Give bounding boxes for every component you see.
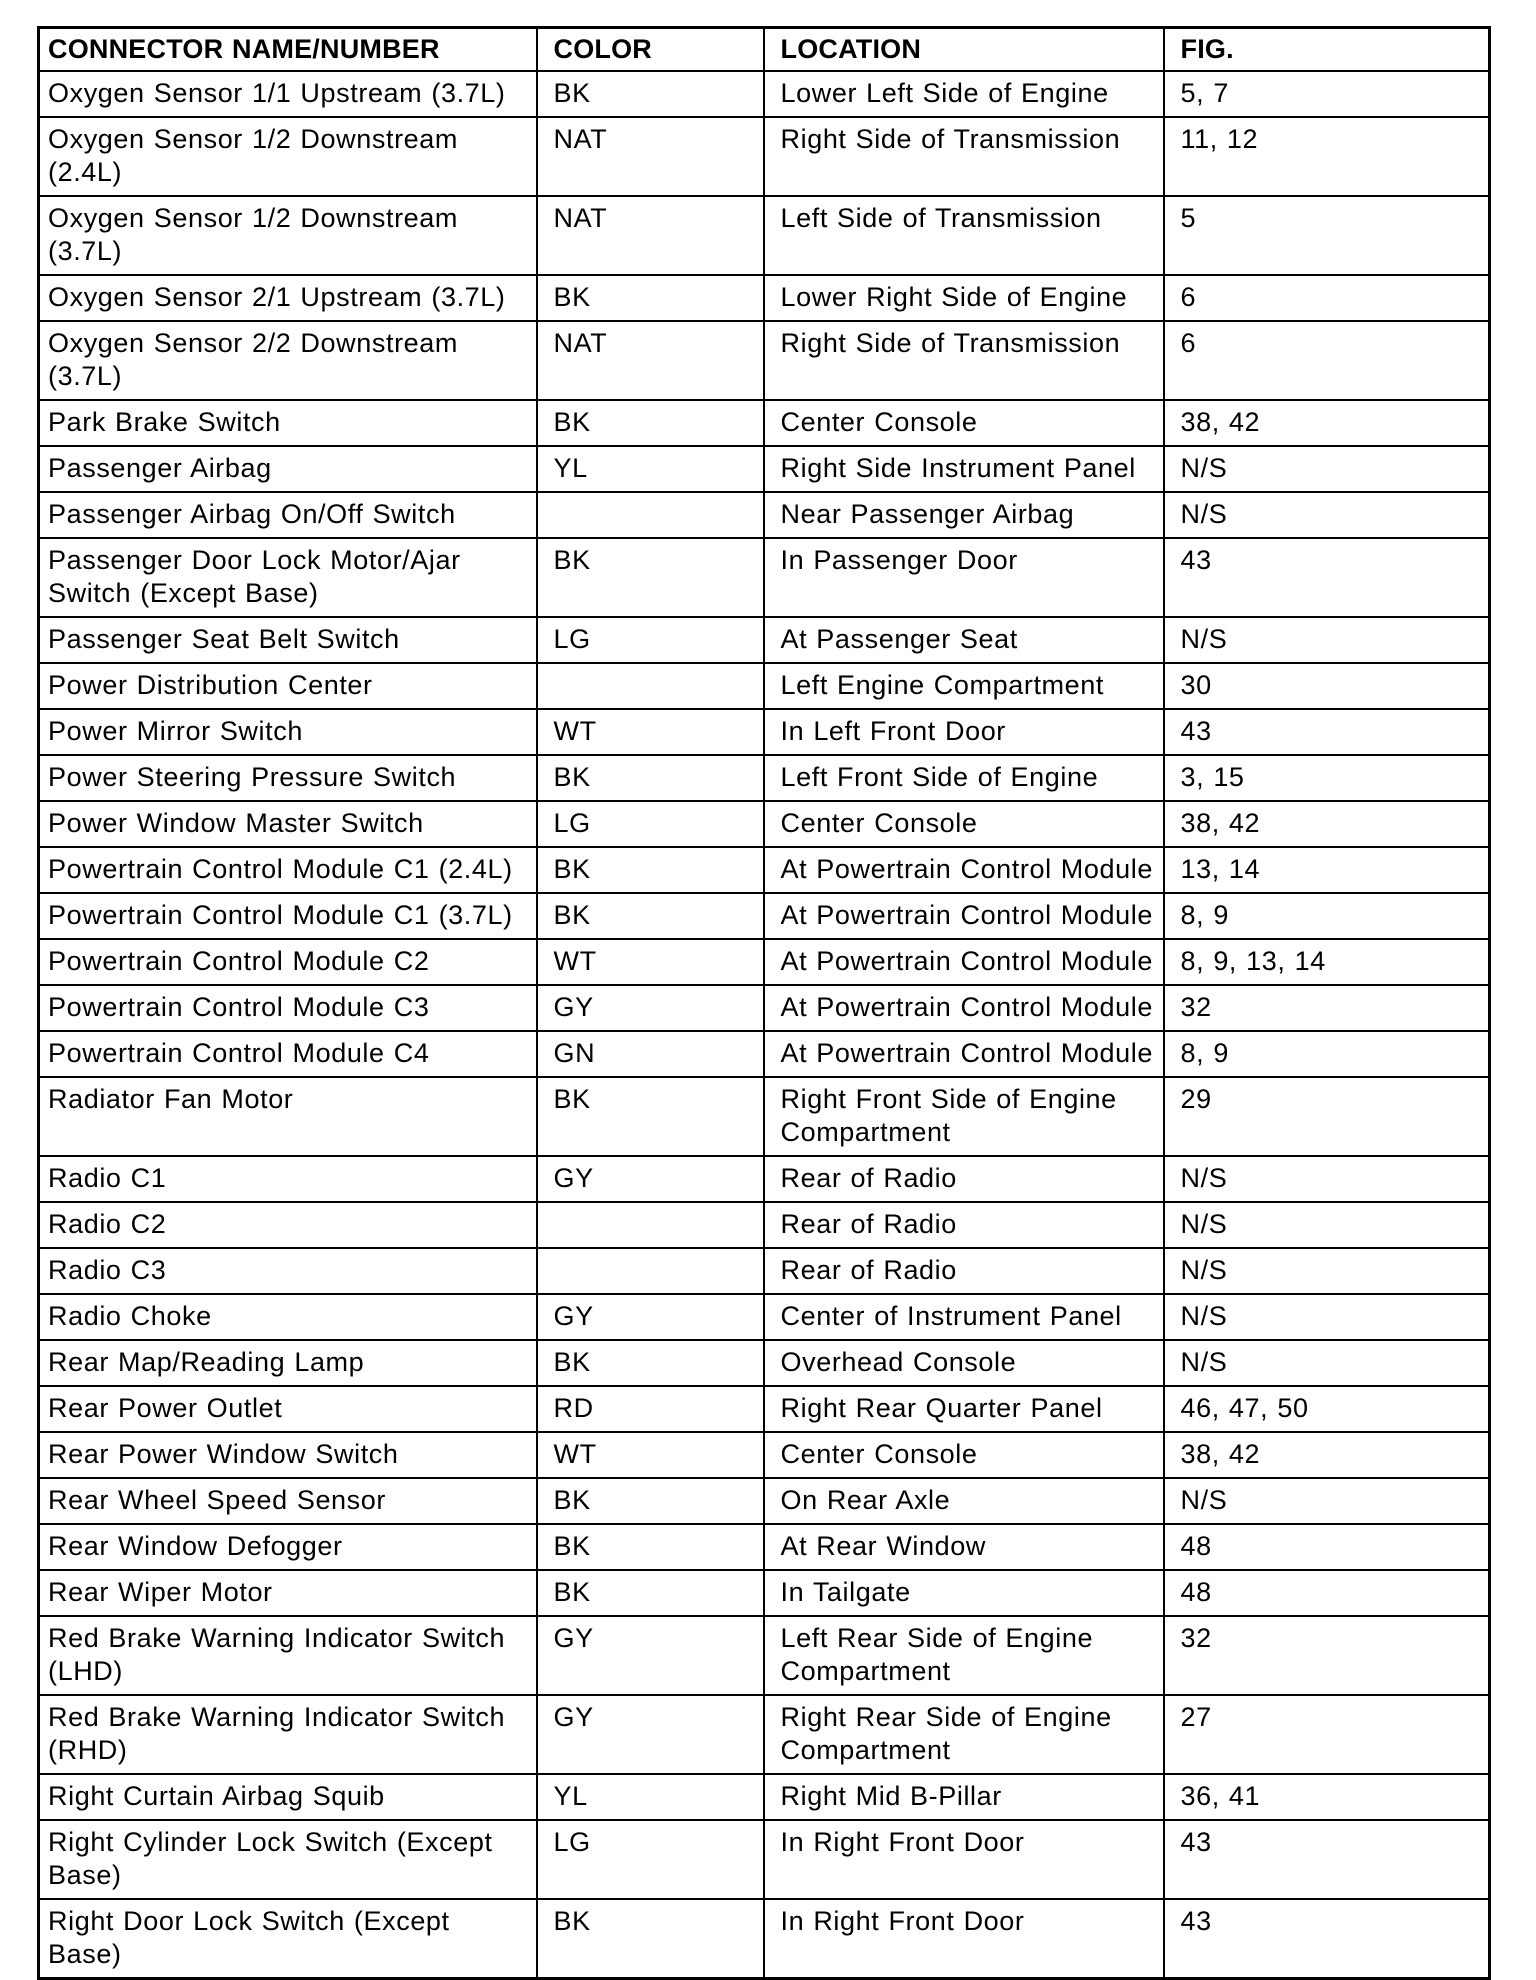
color-cell: BK	[537, 1340, 764, 1386]
table-row	[39, 1899, 1490, 1979]
fig-cell: 8, 9	[1164, 893, 1490, 939]
fig-cell: N/S	[1164, 1248, 1490, 1294]
table-row	[39, 1340, 1490, 1386]
fig-cell: N/S	[1164, 617, 1490, 663]
connector-name-cell: Radio C3	[39, 1248, 537, 1294]
location-cell: In Right Front Door	[764, 1820, 1164, 1899]
location-cell: Center Console	[764, 801, 1164, 847]
location-cell: Lower Left Side of Engine	[764, 71, 1164, 117]
table-row	[39, 321, 1490, 400]
fig-cell: 38, 42	[1164, 801, 1490, 847]
location-cell: Right Rear Quarter Panel	[764, 1386, 1164, 1432]
connector-name-cell: Right Curtain Airbag Squib	[39, 1774, 537, 1820]
connector-name-cell: Park Brake Switch	[39, 400, 537, 446]
table-row	[39, 1616, 1490, 1695]
location-cell: On Rear Axle	[764, 1478, 1164, 1524]
location-cell: Right Rear Side of Engine Compartment	[764, 1695, 1164, 1774]
color-cell	[537, 663, 764, 709]
location-cell: In Passenger Door	[764, 538, 1164, 617]
table-row	[39, 847, 1490, 893]
color-cell: BK	[537, 275, 764, 321]
table-row	[39, 1570, 1490, 1616]
table-header-row	[39, 28, 1490, 72]
fig-cell: N/S	[1164, 1340, 1490, 1386]
color-cell	[537, 1202, 764, 1248]
connector-name-cell: Right Door Lock Switch (Except Base)	[39, 1899, 537, 1979]
fig-cell: 30	[1164, 663, 1490, 709]
color-cell: GY	[537, 1156, 764, 1202]
table-row	[39, 492, 1490, 538]
table-row	[39, 1820, 1490, 1899]
connector-name-cell: Red Brake Warning Indicator Switch (LHD)	[39, 1616, 537, 1695]
table-row	[39, 1695, 1490, 1774]
connector-name-cell: Rear Window Defogger	[39, 1524, 537, 1570]
location-cell: Lower Right Side of Engine	[764, 275, 1164, 321]
color-cell	[537, 1248, 764, 1294]
color-cell: WT	[537, 1432, 764, 1478]
location-cell: Center Console	[764, 400, 1164, 446]
table-row	[39, 71, 1490, 117]
header-location: LOCATION	[764, 28, 1164, 72]
fig-cell: 8, 9, 13, 14	[1164, 939, 1490, 985]
fig-cell: 38, 42	[1164, 400, 1490, 446]
table-row	[39, 446, 1490, 492]
connector-name-cell: Right Cylinder Lock Switch (Except Base)	[39, 1820, 537, 1899]
table-row	[39, 1156, 1490, 1202]
location-cell: At Passenger Seat	[764, 617, 1164, 663]
fig-cell: 27	[1164, 1695, 1490, 1774]
location-cell: Center Console	[764, 1432, 1164, 1478]
connector-name-cell: Power Distribution Center	[39, 663, 537, 709]
table-row	[39, 538, 1490, 617]
location-cell: At Powertrain Control Module	[764, 1031, 1164, 1077]
color-cell: NAT	[537, 196, 764, 275]
fig-cell: 8, 9	[1164, 1031, 1490, 1077]
color-cell: BK	[537, 1077, 764, 1156]
fig-cell: 6	[1164, 321, 1490, 400]
color-cell	[537, 492, 764, 538]
fig-cell: 6	[1164, 275, 1490, 321]
location-cell: At Powertrain Control Module	[764, 939, 1164, 985]
connector-name-cell: Radiator Fan Motor	[39, 1077, 537, 1156]
color-cell: LG	[537, 1820, 764, 1899]
location-cell: In Right Front Door	[764, 1899, 1164, 1979]
color-cell: GN	[537, 1031, 764, 1077]
header-connector-name: CONNECTOR NAME/NUMBER	[39, 28, 537, 72]
table-row	[39, 1478, 1490, 1524]
fig-cell: 43	[1164, 709, 1490, 755]
table-row	[39, 400, 1490, 446]
table-row	[39, 1386, 1490, 1432]
fig-cell: 32	[1164, 985, 1490, 1031]
connector-name-cell: Rear Power Window Switch	[39, 1432, 537, 1478]
location-cell: Overhead Console	[764, 1340, 1164, 1386]
fig-cell: N/S	[1164, 1202, 1490, 1248]
connector-name-cell: Powertrain Control Module C1 (3.7L)	[39, 893, 537, 939]
connector-name-cell: Radio C2	[39, 1202, 537, 1248]
fig-cell: 11, 12	[1164, 117, 1490, 196]
connector-name-cell: Rear Wiper Motor	[39, 1570, 537, 1616]
connector-name-cell: Passenger Airbag On/Off Switch	[39, 492, 537, 538]
table-row	[39, 709, 1490, 755]
table-row	[39, 1248, 1490, 1294]
connector-name-cell: Red Brake Warning Indicator Switch (RHD)	[39, 1695, 537, 1774]
connector-name-cell: Passenger Seat Belt Switch	[39, 617, 537, 663]
table-row	[39, 985, 1490, 1031]
location-cell: Right Side of Transmission	[764, 117, 1164, 196]
connector-name-cell: Rear Power Outlet	[39, 1386, 537, 1432]
connector-name-cell: Passenger Airbag	[39, 446, 537, 492]
fig-cell: 43	[1164, 1820, 1490, 1899]
location-cell: Left Side of Transmission	[764, 196, 1164, 275]
color-cell: BK	[537, 847, 764, 893]
header-color: COLOR	[537, 28, 764, 72]
color-cell: BK	[537, 755, 764, 801]
table-row	[39, 755, 1490, 801]
color-cell: WT	[537, 709, 764, 755]
connector-name-cell: Oxygen Sensor 2/2 Downstream (3.7L)	[39, 321, 537, 400]
location-cell: Rear of Radio	[764, 1202, 1164, 1248]
location-cell: At Rear Window	[764, 1524, 1164, 1570]
fig-cell: 38, 42	[1164, 1432, 1490, 1478]
color-cell: BK	[537, 893, 764, 939]
connector-name-cell: Radio Choke	[39, 1294, 537, 1340]
header-fig: FIG.	[1164, 28, 1490, 72]
fig-cell: N/S	[1164, 1156, 1490, 1202]
location-cell: Left Engine Compartment	[764, 663, 1164, 709]
fig-cell: N/S	[1164, 492, 1490, 538]
location-cell: Left Front Side of Engine	[764, 755, 1164, 801]
location-cell: Right Side of Transmission	[764, 321, 1164, 400]
table-row	[39, 801, 1490, 847]
color-cell: BK	[537, 1524, 764, 1570]
location-cell: Right Mid B-Pillar	[764, 1774, 1164, 1820]
table-row	[39, 617, 1490, 663]
connector-name-cell: Power Steering Pressure Switch	[39, 755, 537, 801]
location-cell: Left Rear Side of Engine Compartment	[764, 1616, 1164, 1695]
fig-cell: N/S	[1164, 1294, 1490, 1340]
color-cell: BK	[537, 538, 764, 617]
location-cell: At Powertrain Control Module	[764, 893, 1164, 939]
table-row	[39, 939, 1490, 985]
color-cell: GY	[537, 985, 764, 1031]
fig-cell: 48	[1164, 1570, 1490, 1616]
connector-name-cell: Rear Map/Reading Lamp	[39, 1340, 537, 1386]
color-cell: WT	[537, 939, 764, 985]
connector-name-cell: Passenger Door Lock Motor/Ajar Switch (Except Base)	[39, 538, 537, 617]
color-cell: NAT	[537, 117, 764, 196]
color-cell: BK	[537, 1478, 764, 1524]
table-row	[39, 1524, 1490, 1570]
fig-cell: 5, 7	[1164, 71, 1490, 117]
connector-name-cell: Powertrain Control Module C1 (2.4L)	[39, 847, 537, 893]
color-cell: BK	[537, 1899, 764, 1979]
location-cell: Right Front Side of Engine Compartment	[764, 1077, 1164, 1156]
connector-name-cell: Rear Wheel Speed Sensor	[39, 1478, 537, 1524]
table-row	[39, 1294, 1490, 1340]
location-cell: Near Passenger Airbag	[764, 492, 1164, 538]
color-cell: LG	[537, 801, 764, 847]
location-cell: In Left Front Door	[764, 709, 1164, 755]
color-cell: YL	[537, 1774, 764, 1820]
location-cell: Center of Instrument Panel	[764, 1294, 1164, 1340]
color-cell: BK	[537, 1570, 764, 1616]
location-cell: Right Side Instrument Panel	[764, 446, 1164, 492]
table-row	[39, 1202, 1490, 1248]
location-cell: In Tailgate	[764, 1570, 1164, 1616]
table-body	[39, 71, 1490, 1979]
connector-name-cell: Power Window Master Switch	[39, 801, 537, 847]
table-row	[39, 893, 1490, 939]
connector-name-cell: Power Mirror Switch	[39, 709, 537, 755]
table-row	[39, 196, 1490, 275]
color-cell: NAT	[537, 321, 764, 400]
connector-name-cell: Oxygen Sensor 1/2 Downstream (2.4L)	[39, 117, 537, 196]
fig-cell: 29	[1164, 1077, 1490, 1156]
table-row	[39, 275, 1490, 321]
location-cell: Rear of Radio	[764, 1156, 1164, 1202]
connector-table	[37, 26, 1491, 1980]
table-row	[39, 1077, 1490, 1156]
color-cell: RD	[537, 1386, 764, 1432]
table-row	[39, 1031, 1490, 1077]
table-row	[39, 1432, 1490, 1478]
fig-cell: 48	[1164, 1524, 1490, 1570]
connector-name-cell: Powertrain Control Module C4	[39, 1031, 537, 1077]
table-row	[39, 117, 1490, 196]
connector-name-cell: Radio C1	[39, 1156, 537, 1202]
connector-name-cell: Oxygen Sensor 2/1 Upstream (3.7L)	[39, 275, 537, 321]
fig-cell: 5	[1164, 196, 1490, 275]
fig-cell: 43	[1164, 538, 1490, 617]
fig-cell: N/S	[1164, 446, 1490, 492]
fig-cell: 36, 41	[1164, 1774, 1490, 1820]
fig-cell: 46, 47, 50	[1164, 1386, 1490, 1432]
location-cell: At Powertrain Control Module	[764, 985, 1164, 1031]
fig-cell: 32	[1164, 1616, 1490, 1695]
fig-cell: 3, 15	[1164, 755, 1490, 801]
color-cell: BK	[537, 400, 764, 446]
connector-name-cell: Powertrain Control Module C3	[39, 985, 537, 1031]
color-cell: YL	[537, 446, 764, 492]
fig-cell: 43	[1164, 1899, 1490, 1979]
color-cell: GY	[537, 1695, 764, 1774]
connector-name-cell: Powertrain Control Module C2	[39, 939, 537, 985]
fig-cell: 13, 14	[1164, 847, 1490, 893]
color-cell: BK	[537, 71, 764, 117]
table-row	[39, 663, 1490, 709]
color-cell: LG	[537, 617, 764, 663]
color-cell: GY	[537, 1616, 764, 1695]
color-cell: GY	[537, 1294, 764, 1340]
table-row	[39, 1774, 1490, 1820]
location-cell: Rear of Radio	[764, 1248, 1164, 1294]
location-cell: At Powertrain Control Module	[764, 847, 1164, 893]
connector-name-cell: Oxygen Sensor 1/1 Upstream (3.7L)	[39, 71, 537, 117]
fig-cell: N/S	[1164, 1478, 1490, 1524]
connector-name-cell: Oxygen Sensor 1/2 Downstream (3.7L)	[39, 196, 537, 275]
